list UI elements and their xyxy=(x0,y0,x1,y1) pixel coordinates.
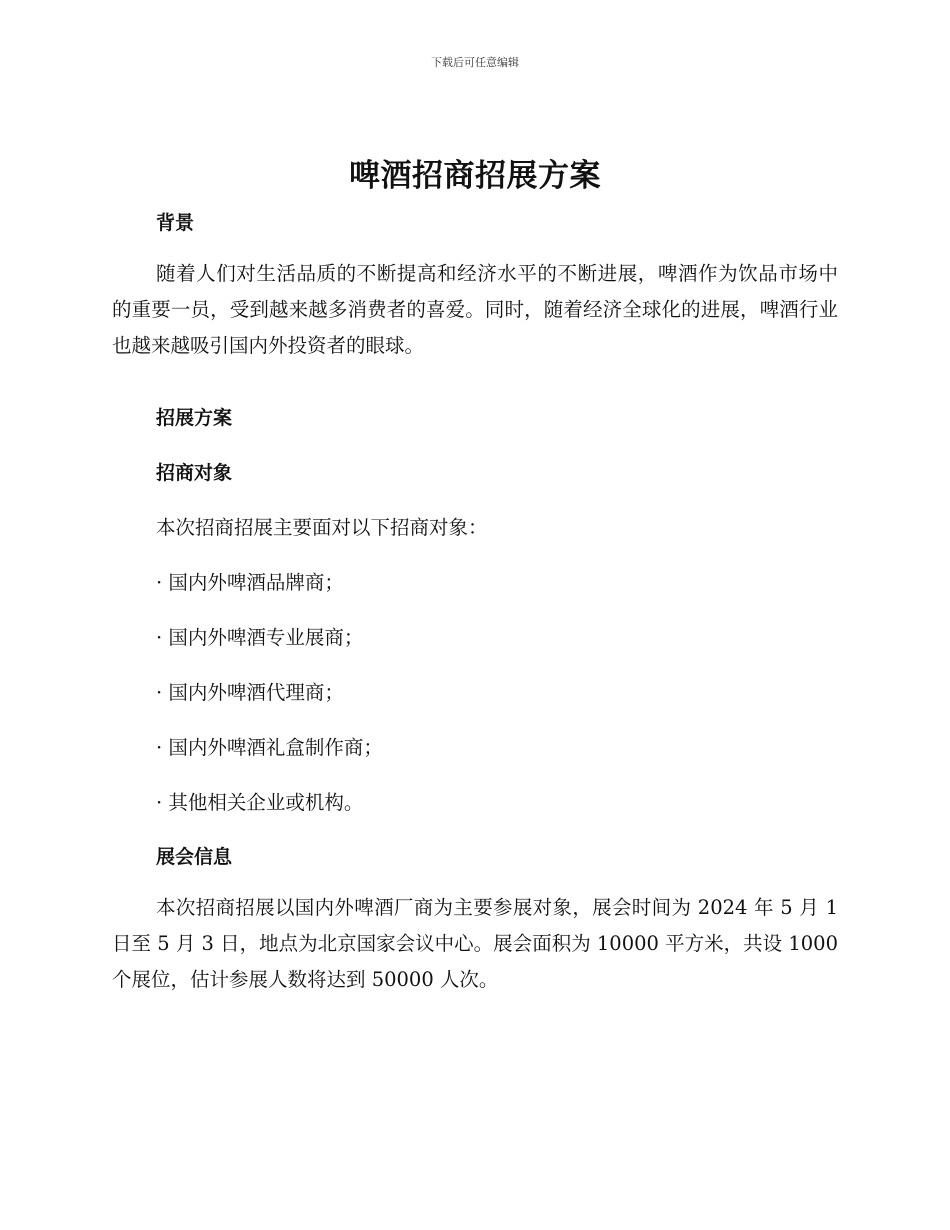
targets-intro: 本次招商招展主要面对以下招商对象： xyxy=(156,516,488,539)
section-heading-exhibition: 展会信息 xyxy=(156,846,233,868)
exhibition-paragraph: 本次招商招展以国内外啤酒厂商为主要参展对象，展会时间为 2024 年 5 月 1 日至 5 月 3 日，地点为北京国家会议中心。展会面积为 10000 平方米，共设 1000 个展位，估计参展人数将达到 50000 人次。 xyxy=(112,896,838,991)
section-heading-background: 背景 xyxy=(156,212,195,234)
list-item: · 国内外啤酒礼盒制作商； xyxy=(156,736,383,759)
list-item: · 其他相关企业或机构。 xyxy=(156,791,364,814)
background-paragraph: 随着人们对生活品质的不断提高和经济水平的不断进展，啤酒作为饮品市场中的重要一员，受到越来越多消费者的喜爱。同时，随着经济全球化的进展，啤酒行业也越来越吸引国内外投资者的眼球。 xyxy=(112,262,838,357)
list-item: · 国内外啤酒代理商； xyxy=(156,681,344,704)
list-item: · 国内外啤酒品牌商； xyxy=(156,571,344,594)
section-heading-plan: 招展方案 xyxy=(156,407,233,429)
section-heading-targets: 招商对象 xyxy=(156,462,233,484)
list-item: · 国内外啤酒专业展商； xyxy=(156,626,364,649)
page-header-note: 下载后可任意编辑 xyxy=(431,56,519,69)
document-title: 啤酒招商招展方案 xyxy=(349,158,601,194)
